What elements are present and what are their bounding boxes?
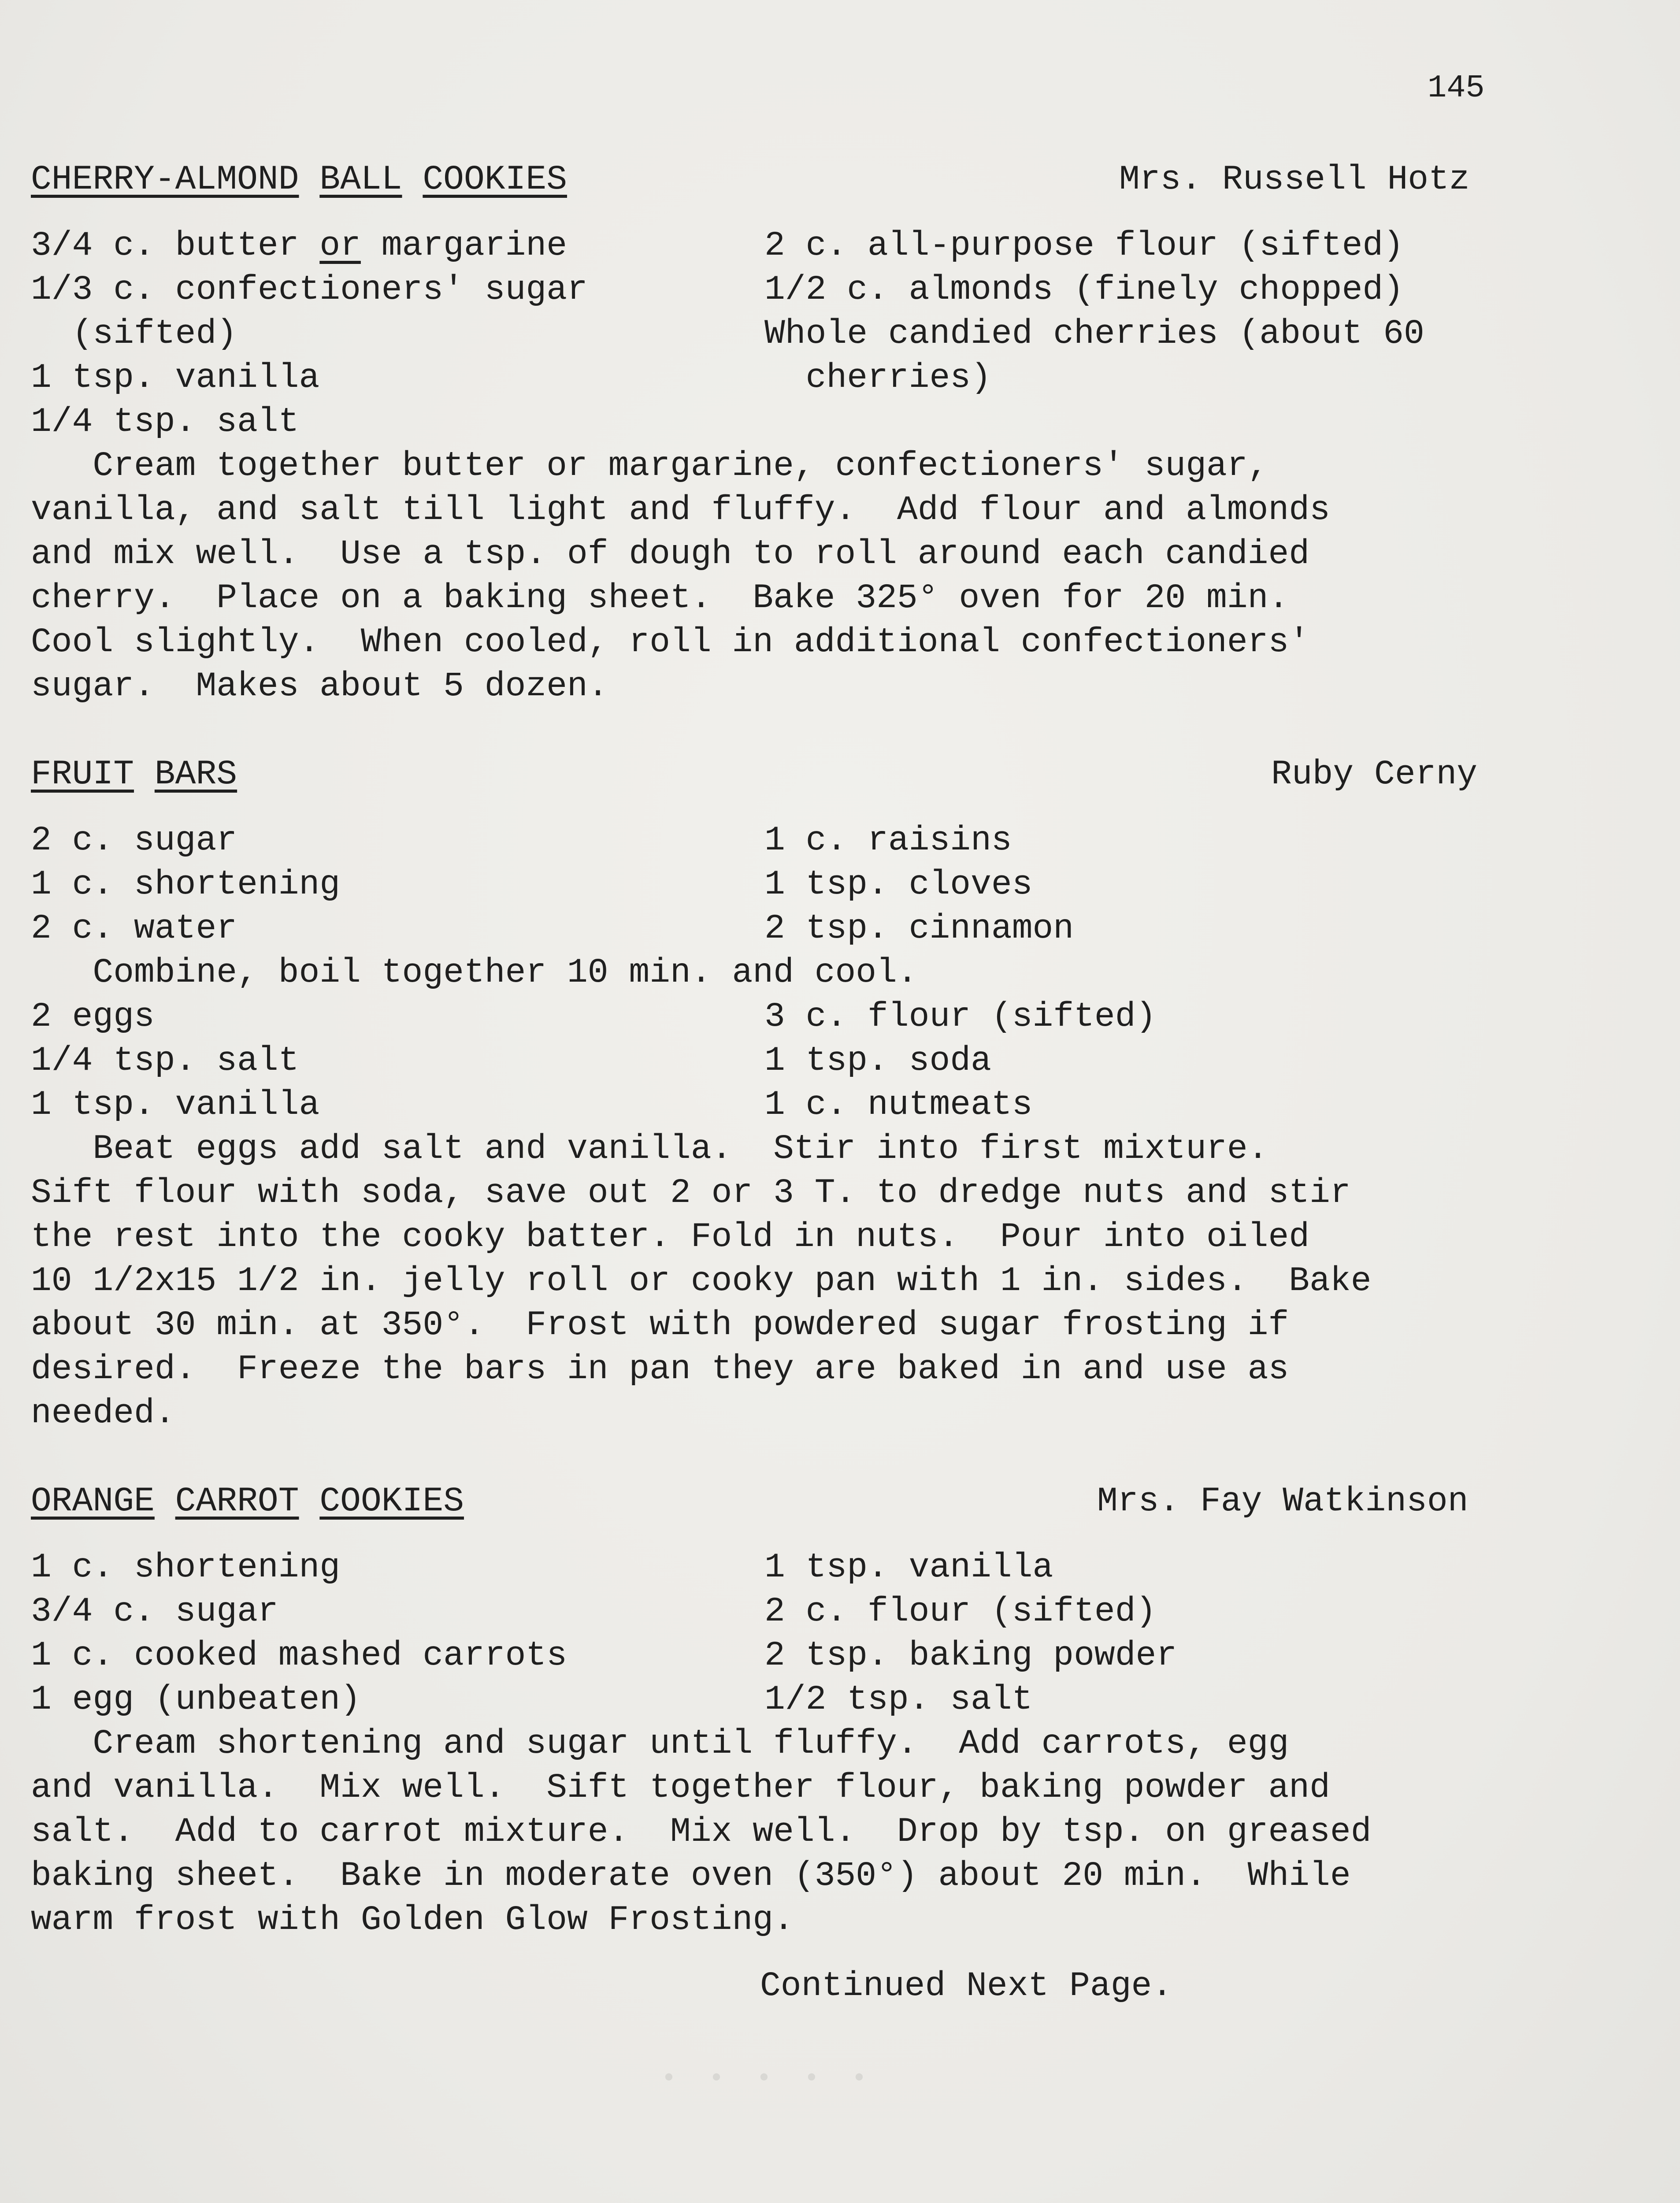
direction-line: baking sheet. Bake in moderate oven (350°) about 20 min. While [31,1857,1351,1895]
direction-line: the rest into the cooky batter. Fold in nuts. Pour into oiled [31,1218,1310,1257]
title-word: BARS [154,755,237,794]
page-number: 145 [1428,70,1485,106]
ingredient-line: 2 c. all-purpose flour (sifted) [764,226,1404,265]
ingredient-line: 1/4 tsp. salt [31,403,299,441]
decorative-dots: • • • • • [661,2064,875,2094]
direction-line: sugar. Makes about 5 dozen. [31,667,608,706]
direction-line: and mix well. Use a tsp. of dough to roll around each candied [31,535,1310,574]
title-word: BALL [319,160,402,199]
direction-line: salt. Add to carrot mixture. Mix well. Drop by tsp. on greased [31,1813,1372,1851]
ingredient-line: 2 c. water [31,909,237,948]
recipe-title-cherry-almond [31,158,567,202]
title-word: CHERRY-ALMOND [31,160,299,199]
title-word: COOKIES [319,1482,464,1521]
ingredient-line: 1 c. shortening [31,1548,341,1587]
ingredient-line: 1 c. shortening [31,865,341,904]
direction-line: Cream together butter or margarine, confectioners' sugar, [31,447,1268,486]
ingredient-line: 1 tsp. cloves [764,865,1033,904]
ingredient-line: 1 c. cooked mashed carrots [31,1636,567,1675]
direction-line: cherry. Place on a baking sheet. Bake 325° oven for 20 min. [31,579,1289,618]
direction-line: and vanilla. Mix well. Sift together flour, baking powder and [31,1769,1330,1807]
recipe-title-orange-carrot [31,1480,464,1524]
title-word: CARROT [175,1482,299,1521]
ingredient-line: 2 c. flour (sifted) [764,1592,1157,1631]
ingredient-line: 1 c. raisins [764,821,1012,860]
ingredient-line: 1/4 tsp. salt [31,1042,299,1080]
title-word: ORANGE [31,1482,155,1521]
ingredient-line: 2 eggs [31,998,155,1036]
ingredient-line: 1/3 c. confectioners' sugar [31,271,588,309]
direction-line: needed. [31,1394,175,1433]
title-word: COOKIES [423,160,567,199]
ingredient-line: 1/2 tsp. salt [764,1680,1033,1719]
direction-line: about 30 min. at 350°. Frost with powdered sugar frosting if [31,1306,1289,1345]
title-word: FRUIT [31,755,134,794]
recipe-author: Ruby Cerny [1271,755,1478,794]
ingredient-line: 1/2 c. almonds (finely chopped) [764,271,1404,309]
ingredient-line: 1 c. nutmeats [764,1086,1033,1124]
direction-line: Beat eggs add salt and vanilla. Stir into first mixture. [31,1130,1268,1168]
ingredient-line: 2 c. sugar [31,821,237,860]
ingredient-line: Whole candied cherries (about 60 [764,315,1424,353]
ingredient-line: (sifted) [31,315,237,353]
direction-line: warm frost with Golden Glow Frosting. [31,1901,794,1940]
ingredient-line: 1 tsp. vanilla [764,1548,1053,1587]
direction-line: Cool slightly. When cooled, roll in additional confectioners' [31,623,1310,662]
direction-line: 10 1/2x15 1/2 in. jelly roll or cooky pan with 1 in. sides. Bake [31,1262,1372,1301]
ingredient-line: 2 tsp. baking powder [764,1636,1177,1675]
ingredient-line: 1 tsp. soda [764,1042,991,1080]
ingredient-line: 1 egg (unbeaten) [31,1680,361,1719]
ingredient-line: 3/4 c. sugar [31,1592,278,1631]
ingredient-line: 2 tsp. cinnamon [764,909,1074,948]
ingredient-line: 1 tsp. vanilla [31,359,320,397]
continued-note: Continued Next Page. [760,1967,1173,2006]
ingredient-line: 3/4 c. butter or margarine [31,226,567,265]
ingredient-line: cherries) [764,359,991,397]
recipe-author: Mrs. Russell Hotz [1119,160,1470,199]
recipe-title-fruit-bars [31,753,237,797]
direction-line: Cream shortening and sugar until fluffy. Add carrots, egg [31,1725,1289,1763]
ingredient-line: 1 tsp. vanilla [31,1086,320,1124]
direction-line: Sift flour with soda, save out 2 or 3 T. to dredge nuts and stir [31,1174,1351,1213]
direction-line: vanilla, and salt till light and fluffy. Add flour and almonds [31,491,1330,530]
direction-line: Combine, boil together 10 min. and cool. [31,953,918,992]
ingredient-line: 3 c. flour (sifted) [764,998,1157,1036]
recipe-author: Mrs. Fay Watkinson [1097,1482,1469,1521]
direction-line: desired. Freeze the bars in pan they are baked in and use as [31,1350,1289,1389]
